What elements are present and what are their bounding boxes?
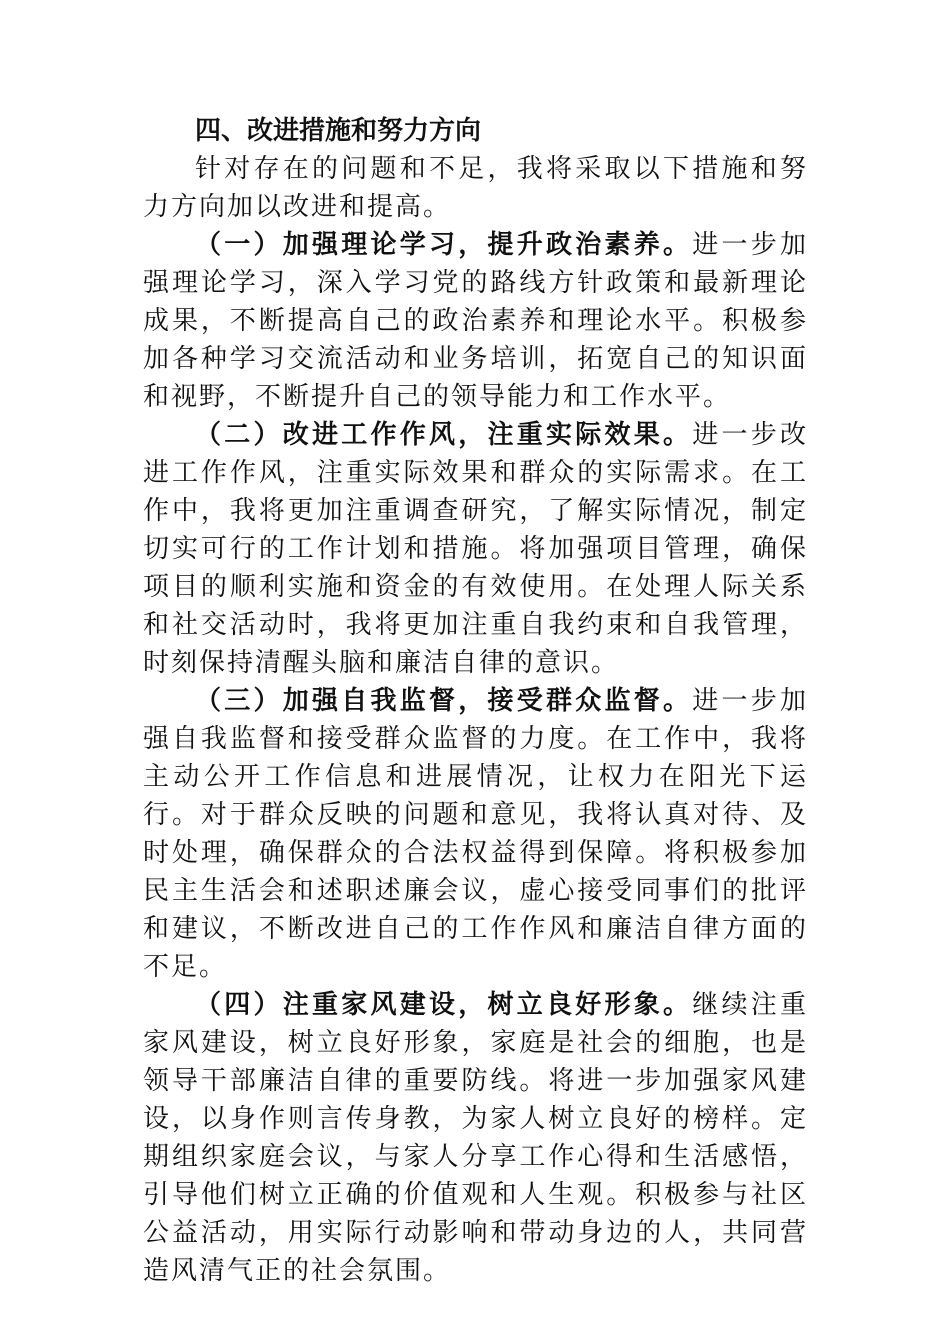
measure-4-body: 继续注重家风建设，树立良好形象，家庭是社会的细胞，也是领导干部廉洁自律的重要防线。将进一步加强家风建设，以身作则言传身教，为家人树立良好的榜样。定期组织家庭会议，与家人分享工作心得和生活感悟，引导他们树立正确的价值观和人生观。积极参与社区公益活动，用实际行动影响和带动身边的人，共同营造风清气正的社会氛围。 (143, 990, 808, 1286)
measure-3-body: 进一步加强自我监督和接受群众监督的力度。在工作中，我将主动公开工作信息和进展情况，让权力在阳光下运行。对于群众反映的问题和意见，我将认真对待、及时处理，确保群众的合法权益得到保障。将积极参加民主生活会和述职述廉会议，虚心接受同事们的批评和建议，不断改进自己的工作作风和廉洁自律方面的不足。 (143, 686, 808, 982)
measure-paragraph-2 (143, 416, 808, 682)
measure-paragraph-4 (143, 986, 808, 1290)
measure-3-lead: （三）加强自我监督，接受群众监督。 (195, 686, 693, 716)
measure-1-body: 进一步加强理论学习，深入学习党的路线方针政策和最新理论成果，不断提高自己的政治素养和理论水平。积极参加各种学习交流活动和业务培训，拓宽自己的知识面和视野，不断提升自己的领导能力和工作水平。 (143, 230, 808, 412)
measure-paragraph-1 (143, 226, 808, 416)
document-body (143, 112, 808, 1290)
measure-4-lead: （四）注重家风建设，树立良好形象。 (195, 990, 693, 1020)
measure-2-body: 进一步改进工作作风，注重实际效果和群众的实际需求。在工作中，我将更加注重调查研究，了解实际情况，制定切实可行的工作计划和措施。将加强项目管理，确保项目的顺利实施和资金的有效使用。在处理人际关系和社交活动时，我将更加注重自我约束和自我管理，时刻保持清醒头脑和廉洁自律的意识。 (143, 420, 808, 678)
measure-1-lead: （一）加强理论学习，提升政治素养。 (195, 230, 693, 260)
intro-paragraph: 针对存在的问题和不足，我将采取以下措施和努力方向加以改进和提高。 (143, 154, 808, 222)
measure-2-lead: （二）改进工作作风，注重实际效果。 (195, 420, 693, 450)
measure-paragraph-3 (143, 682, 808, 986)
section-heading: 四、改进措施和努力方向 (195, 116, 482, 146)
